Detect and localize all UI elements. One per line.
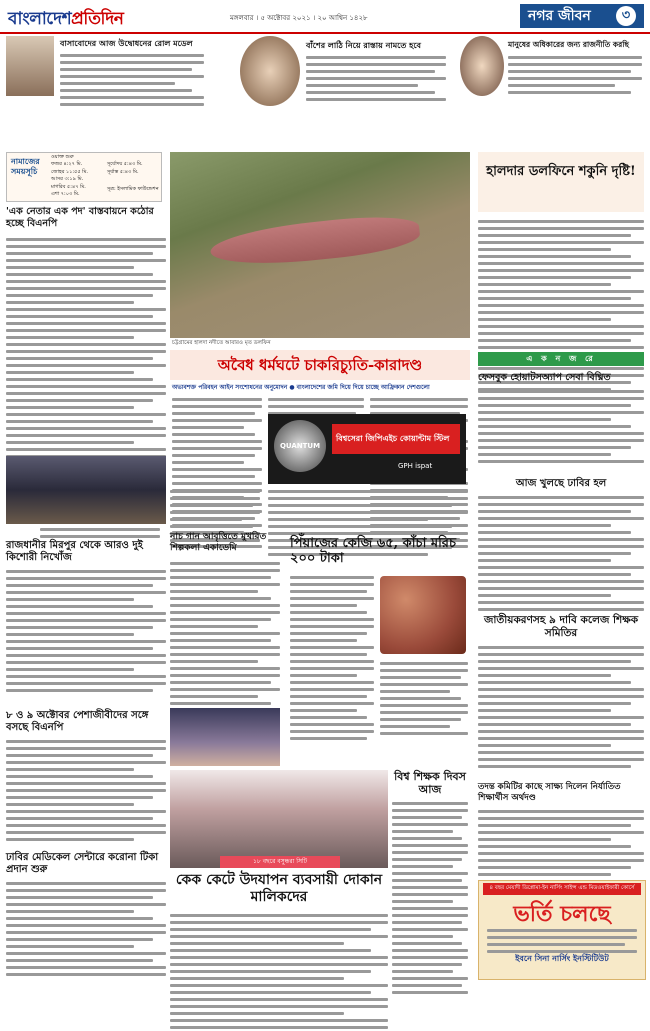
headline: আজ খুলছে ঢাবির হল <box>515 478 607 489</box>
page-number: ৩ <box>616 6 636 26</box>
headline: পিঁয়াজের কেজি ৬৫, কাঁচা মরিচ ২০০ টাকা <box>290 536 456 566</box>
photo-caption <box>40 526 160 540</box>
body-text <box>170 560 280 721</box>
body-text <box>6 568 166 694</box>
body-text <box>478 494 644 613</box>
story-halda <box>478 152 644 212</box>
headline: হালদার ডলফিনে শকুনি দৃষ্টি! <box>486 164 636 179</box>
dateline: মঙ্গলবার । ৫ অক্টোবর ২০২১ । ২০ আশ্বিন ১৪২৮ <box>230 14 368 22</box>
body-text <box>60 52 204 108</box>
story-onion <box>290 536 468 566</box>
top-story-1 <box>6 36 206 146</box>
headline: বিশ্ব শিক্ষক দিবস আজ <box>394 770 466 796</box>
headline: 'এক নেতার এক পদ' বাস্তবায়নে কঠোর হচ্ছে বিএনপি <box>6 206 154 229</box>
section-title: নগর জীবন <box>528 8 591 24</box>
nursing-ad <box>478 880 646 980</box>
story-cake <box>172 872 386 906</box>
body-text <box>478 808 644 885</box>
hartal-banner <box>170 350 470 380</box>
headline: অবৈধ ধর্মঘটে চাকরিচ্যুতি-কারাদণ্ড <box>217 356 423 374</box>
dolphin-body <box>209 211 422 271</box>
headline: রাজধানীর মিরপুর থেকে আরও দুই কিশোরী নিখোঁজ <box>6 540 143 563</box>
story-probe <box>478 782 644 885</box>
prayer-times-box <box>6 152 162 202</box>
story-mirpur <box>6 540 166 694</box>
ad-logo: GPH ispat <box>398 462 433 470</box>
body-text <box>478 388 644 465</box>
body-text <box>306 54 446 103</box>
story-facebook <box>478 372 644 465</box>
story-one-leader <box>6 206 166 467</box>
body-text <box>290 574 374 742</box>
prayer-title: নামাজের সময়সূচি <box>11 157 40 176</box>
person-photo <box>240 36 300 106</box>
headline: ৮ ও ৯ অক্টোবর পেশাজীবীদের সঙ্গে বসছে বিএনপি <box>6 710 149 733</box>
headline: তদন্ত কমিটির কাছে সাক্ষ্য দিলেন নির্যাতিত শিক্ষার্থীস অর্থদণ্ড <box>478 782 621 803</box>
onion-photo <box>380 576 466 654</box>
story-pension <box>6 710 166 843</box>
story-teacher-day <box>392 770 468 796</box>
story-dhabi <box>478 478 644 613</box>
photo-caption: চট্টগ্রামের হালদা নদীতে আবারও মৃত ডলফিন <box>172 340 271 346</box>
ad-brand: QUANTUM <box>274 420 326 472</box>
ad-body <box>487 927 637 955</box>
newspaper-logo: বাংলাদেশপ্রতিদিন <box>8 9 124 29</box>
body-text <box>6 236 166 467</box>
event-photo <box>170 708 280 766</box>
prayer-rows: ফজর ৪:২৭ মি. জোহর ১১:৫৫ মি. আসর ৩:১৯ মি. মাগরিব ৫:৪৭ মি. এশা ৭:০৩ মি. <box>51 161 88 197</box>
body-text <box>508 54 642 96</box>
body-text <box>6 738 166 843</box>
headline: নাচ গান আবৃত্তিতে মুখরিত শিল্পকলা একাডেমি <box>170 532 267 553</box>
cake-photo <box>170 770 388 868</box>
body-text <box>478 218 644 393</box>
ekanjore-banner: এ ক ন জ রে <box>478 352 644 366</box>
ad-tagline: বিশ্বসেরা জিপিএইচ কোয়ান্টাম স্টিল <box>332 424 460 454</box>
police-photo <box>6 456 166 524</box>
top-story-2 <box>240 36 450 146</box>
headline: বাসাবোদের আজ উদ্বোধনের রোল মডেল <box>60 38 193 48</box>
story-akademi <box>170 532 280 721</box>
cake-banner: ১৮ বছরে বসুন্ধরা সিটি <box>220 856 340 868</box>
subheadline: অভাবশক্ত পরিবহন আইন সংশোধনের অনুমোদন ● বাংলাদেশের জমি দিয়ে দিয়ে চাচ্ছে আফ্রিকান দেশগুলো <box>172 384 430 391</box>
sun-times: সূর্যোদয় ৫:৪৩ মি. সূর্যাস্ত ৫:৪৩ মি. সূত্র: ইসলামিক ফাউন্ডেশন <box>107 161 159 192</box>
body-text <box>380 660 468 737</box>
body-text <box>478 644 644 770</box>
prayer-header: ওয়াক্ত শুরু <box>51 154 74 160</box>
headline: ফেসবুক হোয়াটসঅ্যাপ সেবা বিঘ্নিত <box>478 372 611 383</box>
top-story-3 <box>460 36 644 146</box>
ad-top: ৪ বছর মেয়াদী ডিপ্লোমা-ইন নার্সিং সাইন্স এন্ড মিডওয়াইফারী কোর্সে <box>483 883 641 895</box>
ad-footer: ইবনে সিনা নার্সিং ইনস্টিটিউট <box>515 953 609 963</box>
body-text <box>170 912 388 1031</box>
person-photo <box>460 36 504 96</box>
ad-headline: ভর্তি চলছে <box>513 901 611 927</box>
headline: জাতীয়করণসহ ৯ দাবি কলেজ শিক্ষক সমিতির <box>483 614 639 639</box>
body-text <box>392 800 468 996</box>
section-banner <box>520 4 644 28</box>
story-teachers <box>478 614 644 770</box>
body-text <box>6 880 166 978</box>
headline: মানুষের অধিকারের জন্য রাজনীতি করছি <box>508 40 629 49</box>
gph-ad <box>268 414 466 484</box>
person-photo <box>6 36 54 96</box>
story-medical <box>6 852 166 978</box>
headline: বাঁশের লাঠি নিয়ে রাস্তায় নামতে হবে <box>306 40 422 50</box>
headline: কেক কেটে উদযাপন ব্যবসায়ী দোকান মালিকদের <box>175 872 383 905</box>
headline: ঢাবির মেডিকেল সেন্টারে করোনা টিকা প্রদান শুরু <box>6 852 159 875</box>
dolphin-photo <box>170 152 470 338</box>
